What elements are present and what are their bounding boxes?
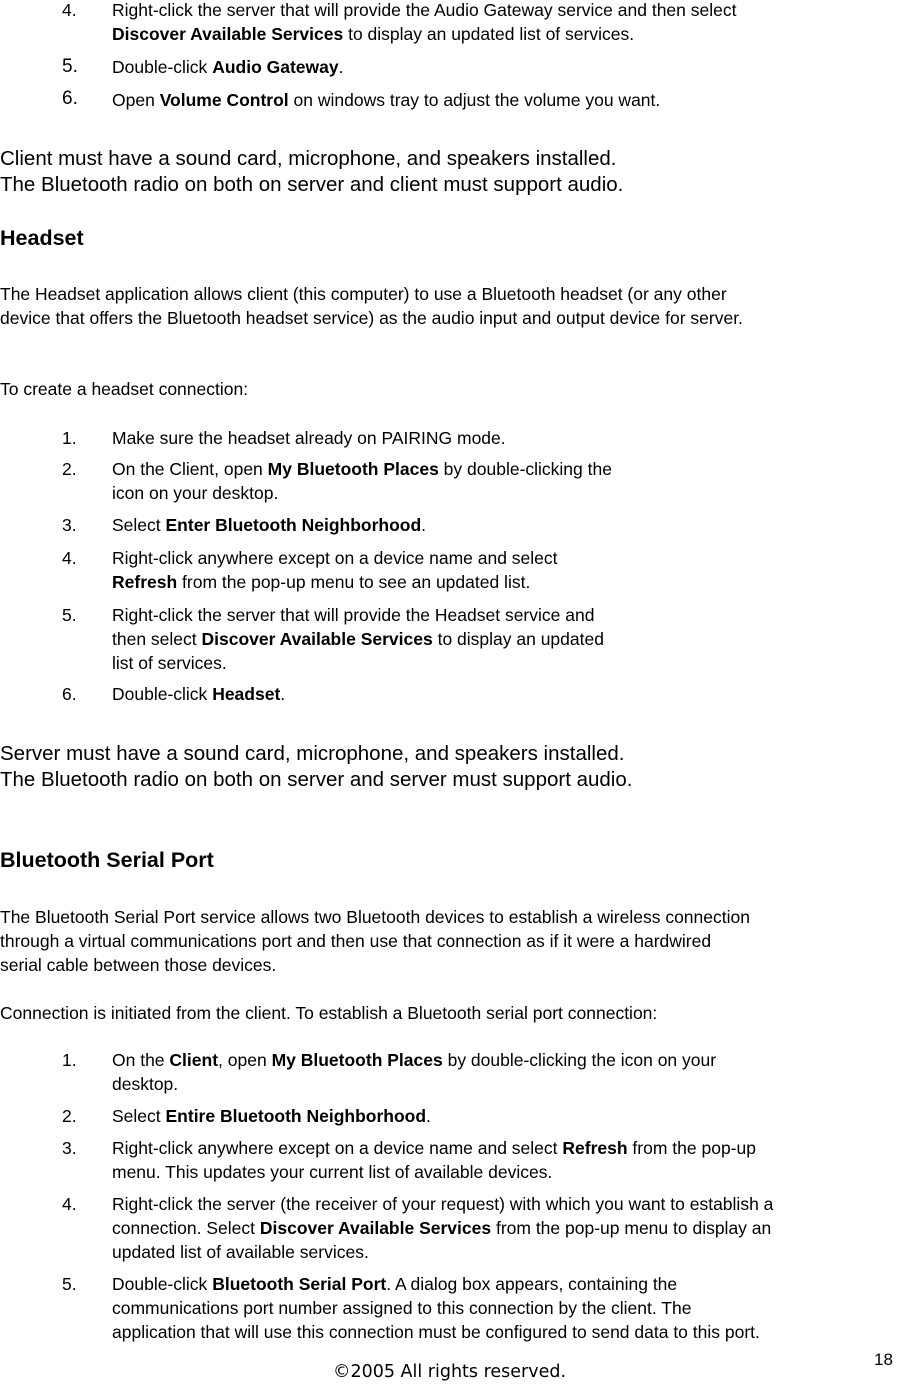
bold-term: Refresh (562, 1138, 628, 1158)
step-text (112, 88, 660, 112)
text-run: on windows tray to adjust the volume you want. (288, 90, 661, 110)
text-run: Right-click the server (the receiver of your request) with which you want to establish a (112, 1194, 774, 1214)
step-text (112, 603, 604, 675)
step-line (112, 1072, 716, 1096)
text-run: menu. This updates your current list of available devices. (112, 1162, 553, 1182)
step-line (112, 1240, 773, 1264)
step-text (112, 1104, 431, 1128)
step-line (112, 1160, 756, 1184)
step-text (112, 55, 343, 79)
client-audio-note: Client must have a sound card, microphone, and speakers installed. (0, 147, 617, 170)
server-audio-note: Server must have a sound card, microphone, and speakers installed. (0, 742, 625, 765)
serial-lead: Connection is initiated from the client. To establish a Bluetooth serial port connection: (0, 1003, 658, 1023)
text-run: list of services. (112, 653, 227, 673)
step-line (112, 1216, 773, 1240)
serial-intro: serial cable between those devices. (0, 955, 277, 975)
step-line (112, 55, 343, 79)
step-line (112, 570, 558, 594)
step-line (112, 1136, 756, 1160)
step-text (112, 1192, 773, 1264)
step-text (112, 0, 736, 46)
headset-lead: To create a headset connection: (0, 379, 249, 399)
step-line (112, 627, 604, 651)
step-line (112, 546, 558, 570)
step-text (112, 682, 285, 706)
text-run: . A dialog box appears, containing the (386, 1274, 678, 1294)
text-run: . (280, 684, 286, 704)
step-text (112, 426, 506, 450)
step-number: 4. (62, 1194, 77, 1214)
text-run: icon on your desktop. (112, 483, 279, 503)
text-run: . (421, 515, 427, 535)
bold-term: My Bluetooth Places (267, 459, 439, 479)
step-text (112, 1136, 756, 1184)
serial-intro: through a virtual communications port and then use that connection as if it were a hardwired (0, 931, 712, 951)
client-audio-note: The Bluetooth radio on both on server and client must support audio. (0, 173, 624, 196)
step-number: 6. (62, 684, 77, 704)
step-line (112, 1272, 760, 1296)
text-run: connection. Select (112, 1218, 260, 1238)
step-number: 4. (62, 548, 77, 568)
text-run: application that will use this connection must be configured to send data to this port. (112, 1322, 760, 1342)
headset-intro: device that offers the Bluetooth headset service) as the audio input and output device for server. (0, 308, 743, 328)
copyright-footer: ©2005 All rights reserved. (332, 1362, 567, 1382)
text-run: . (338, 57, 344, 77)
bold-term: Headset (212, 684, 281, 704)
step-number: 2. (62, 1106, 77, 1126)
step-number: 5. (62, 1274, 77, 1294)
text-run: by double-clicking the icon on your (442, 1050, 717, 1070)
text-run: . (426, 1106, 431, 1126)
step-text (112, 1048, 716, 1096)
bold-term: Audio Gateway (212, 57, 339, 77)
step-line (112, 603, 604, 627)
step-number: 5. (62, 605, 77, 625)
step-line (112, 1320, 760, 1344)
text-run: On the (112, 1050, 170, 1070)
step-number: 1. (62, 428, 77, 448)
text-run: to display an updated list of services. (343, 24, 635, 44)
text-run: from the pop-up menu to display an (491, 1218, 772, 1238)
section-heading-headset: Headset (0, 226, 84, 250)
step-line (112, 1104, 431, 1128)
step-line (112, 88, 660, 112)
step-text (112, 457, 612, 505)
text-run: Right-click anywhere except on a device name and select (112, 1138, 563, 1158)
text-run: , open (218, 1050, 272, 1070)
step-line (112, 1048, 716, 1072)
text-run: Double-click (112, 1274, 213, 1294)
step-line (112, 651, 604, 675)
text-run: updated list of available services. (112, 1242, 369, 1262)
text-run: Select (112, 1106, 166, 1126)
text-run: desktop. (112, 1074, 179, 1094)
step-line (112, 457, 612, 481)
text-run: Double-click (112, 684, 213, 704)
serial-intro: The Bluetooth Serial Port service allows two Bluetooth devices to establish a wireless connection (0, 907, 750, 927)
step-line (112, 22, 736, 46)
step-line (112, 0, 736, 22)
text-run: Right-click anywhere except on a device name and select (112, 548, 558, 568)
step-text (112, 1272, 760, 1344)
step-number: 5. (62, 56, 78, 77)
bold-term: Refresh (112, 572, 178, 592)
bold-term: Discover Available Services (259, 1218, 492, 1238)
text-run: from the pop-up (627, 1138, 756, 1158)
text-run: from the pop-up menu to see an updated list. (177, 572, 531, 592)
bold-term: My Bluetooth Places (271, 1050, 443, 1070)
step-number: 2. (62, 459, 77, 479)
text-run: On the Client, open (112, 459, 268, 479)
step-number: 1. (62, 1050, 77, 1070)
step-number: 6. (62, 88, 78, 109)
step-text (112, 513, 426, 537)
bold-term: Discover Available Services (201, 629, 433, 649)
bold-term: Client (169, 1050, 219, 1070)
text-run: Make sure the headset already on PAIRING mode. (112, 428, 506, 448)
text-run: by double-clicking the (438, 459, 612, 479)
step-line (112, 1296, 760, 1320)
step-line (112, 513, 426, 537)
text-run: Right-click the server that will provide the Audio Gateway service and then select (112, 0, 737, 20)
bold-term: Volume Control (159, 90, 289, 110)
text-run: communications port number assigned to this connection by the client. The (112, 1298, 692, 1318)
section-heading-serial-port: Bluetooth Serial Port (0, 848, 214, 872)
step-number: 3. (62, 1138, 77, 1158)
bold-term: Bluetooth Serial Port (212, 1274, 387, 1294)
bold-term: Entire Bluetooth Neighborhood (165, 1106, 427, 1126)
bold-term: Enter Bluetooth Neighborhood (165, 515, 422, 535)
text-run: to display an updated (432, 629, 604, 649)
page-number: 18 (874, 1350, 893, 1369)
text-run: Double-click (112, 57, 213, 77)
step-number: 4. (62, 0, 77, 20)
step-line (112, 1192, 773, 1216)
step-line (112, 426, 506, 450)
headset-intro: The Headset application allows client (this computer) to use a Bluetooth headset (or any other (0, 284, 727, 304)
step-number: 3. (62, 515, 77, 535)
text-run: Right-click the server that will provide the Headset service and (112, 605, 595, 625)
server-audio-note: The Bluetooth radio on both on server and server must support audio. (0, 768, 633, 791)
step-text (112, 546, 558, 594)
bold-term: Discover Available Services (112, 24, 344, 44)
text-run: then select (112, 629, 202, 649)
step-line (112, 682, 285, 706)
text-run: Open (112, 90, 160, 110)
step-line (112, 481, 612, 505)
text-run: Select (112, 515, 166, 535)
